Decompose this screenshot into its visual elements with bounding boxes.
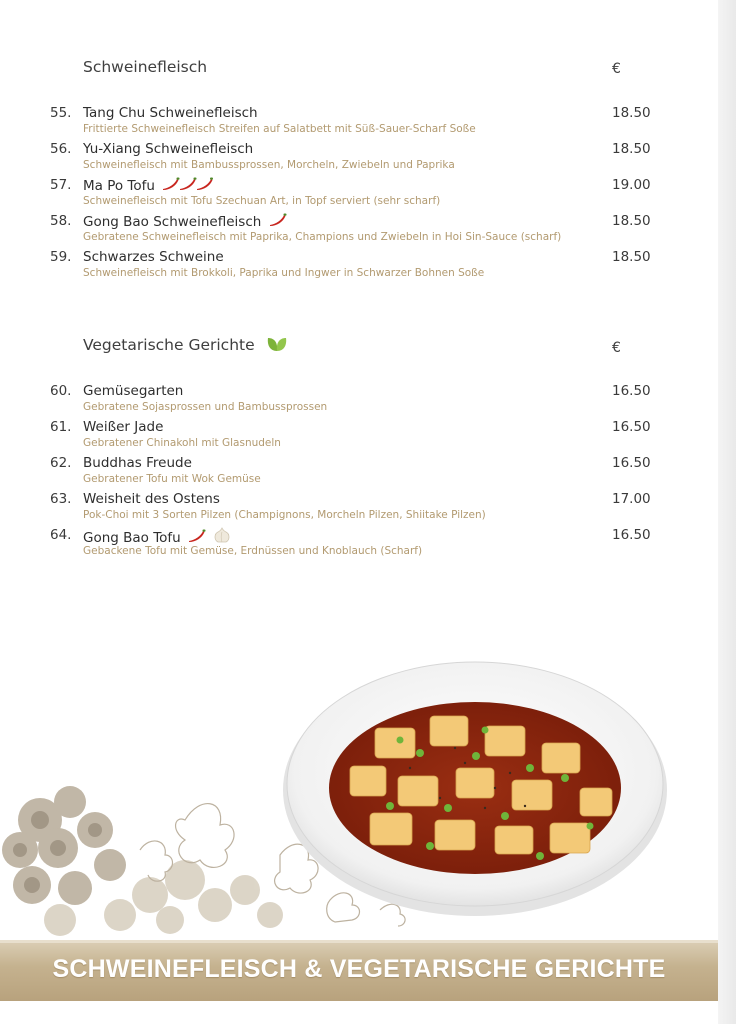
item-name: Buddhas Freude bbox=[83, 455, 192, 471]
item-name: Ma Po Tofu bbox=[83, 178, 155, 194]
item-description: Schweinefleisch mit Brokkoli, Paprika und Ingwer in Schwarzer Bohnen Soße bbox=[83, 267, 485, 279]
item-description: Schweinefleisch mit Bambussprossen, Morcheln, Zwiebeln und Paprika bbox=[83, 159, 455, 171]
item-number: 55. bbox=[50, 105, 72, 121]
item-name: Gong Bao Tofu bbox=[83, 530, 181, 546]
item-price: 18.50 bbox=[612, 249, 651, 265]
banner-title: SCHWEINEFLEISCH & VEGETARISCHE GERICHTE bbox=[52, 955, 666, 983]
item-price: 17.00 bbox=[612, 491, 651, 507]
item-name-wrap bbox=[83, 213, 288, 230]
item-description: Gebratene Schweinefleisch mit Paprika, Champions und Zwiebeln in Hoi Sin-Sauce (scharf) bbox=[83, 231, 562, 243]
section-title-wrap bbox=[83, 336, 288, 354]
item-description: Gebratener Chinakohl mit Glasnudeln bbox=[83, 437, 281, 449]
item-number: 62. bbox=[50, 455, 72, 471]
item-description: Gebratener Tofu mit Wok Gemüse bbox=[83, 473, 261, 485]
item-price: 19.00 bbox=[612, 177, 651, 193]
menu-item bbox=[0, 141, 736, 177]
currency-header: € bbox=[612, 61, 621, 77]
item-price: 16.50 bbox=[612, 527, 651, 543]
section-title: Vegetarische Gerichte bbox=[83, 336, 255, 354]
vegetarian-leaf-icon bbox=[266, 336, 288, 352]
item-description: Frittierte Schweinefleisch Streifen auf Salatbett mit Süß-Sauer-Scharf Soße bbox=[83, 123, 476, 135]
item-description: Pok-Choi mit 3 Sorten Pilzen (Champignons, Morcheln Pilzen, Shiitake Pilzen) bbox=[83, 509, 486, 521]
item-number: 64. bbox=[50, 527, 72, 543]
dish-photo-mapo-tofu bbox=[280, 648, 670, 918]
item-name: Yu-Xiang Schweinefleisch bbox=[83, 141, 254, 157]
menu-item bbox=[0, 419, 736, 455]
item-price: 18.50 bbox=[612, 141, 651, 157]
bottom-margin bbox=[0, 1001, 718, 1024]
item-name: Weisheit des Ostens bbox=[83, 491, 220, 507]
chili-pepper-icon bbox=[161, 177, 213, 191]
menu-item bbox=[0, 105, 736, 141]
item-description: Gebackene Tofu mit Gemüse, Erdnüssen und Knoblauch (Scharf) bbox=[83, 545, 423, 557]
menu-item bbox=[0, 213, 736, 249]
menu-item bbox=[0, 491, 736, 527]
item-name-wrap bbox=[83, 177, 213, 194]
currency-header: € bbox=[612, 340, 621, 356]
item-number: 58. bbox=[50, 213, 72, 229]
item-name: Weißer Jade bbox=[83, 419, 164, 435]
item-number: 61. bbox=[50, 419, 72, 435]
menu-item bbox=[0, 177, 736, 213]
section-title: Schweinefleisch bbox=[83, 58, 208, 76]
chili-pepper-icon bbox=[268, 213, 288, 227]
item-price: 18.50 bbox=[612, 105, 651, 121]
item-description: Schweinefleisch mit Tofu Szechuan Art, in Topf serviert (sehr scharf) bbox=[83, 195, 441, 207]
chili-pepper-icon bbox=[187, 529, 207, 543]
item-name: Schwarzes Schweine bbox=[83, 249, 224, 265]
item-price: 18.50 bbox=[612, 213, 651, 229]
garlic-icon bbox=[213, 527, 231, 543]
menu-item bbox=[0, 383, 736, 419]
item-number: 60. bbox=[50, 383, 72, 399]
item-number: 59. bbox=[50, 249, 72, 265]
item-number: 57. bbox=[50, 177, 72, 193]
item-description: Gebratene Sojasprossen und Bambussprossen bbox=[83, 401, 328, 413]
item-price: 16.50 bbox=[612, 455, 651, 471]
category-banner bbox=[0, 940, 718, 1004]
item-number: 56. bbox=[50, 141, 72, 157]
menu-item bbox=[0, 455, 736, 491]
item-name: Gemüsegarten bbox=[83, 383, 184, 399]
menu-item bbox=[0, 527, 736, 563]
menu-item bbox=[0, 249, 736, 285]
item-price: 16.50 bbox=[612, 419, 651, 435]
item-price: 16.50 bbox=[612, 383, 651, 399]
item-name-wrap bbox=[83, 527, 231, 546]
item-name: Gong Bao Schweinefleisch bbox=[83, 214, 262, 230]
item-name: Tang Chu Schweinefleisch bbox=[83, 105, 258, 121]
item-number: 63. bbox=[50, 491, 72, 507]
